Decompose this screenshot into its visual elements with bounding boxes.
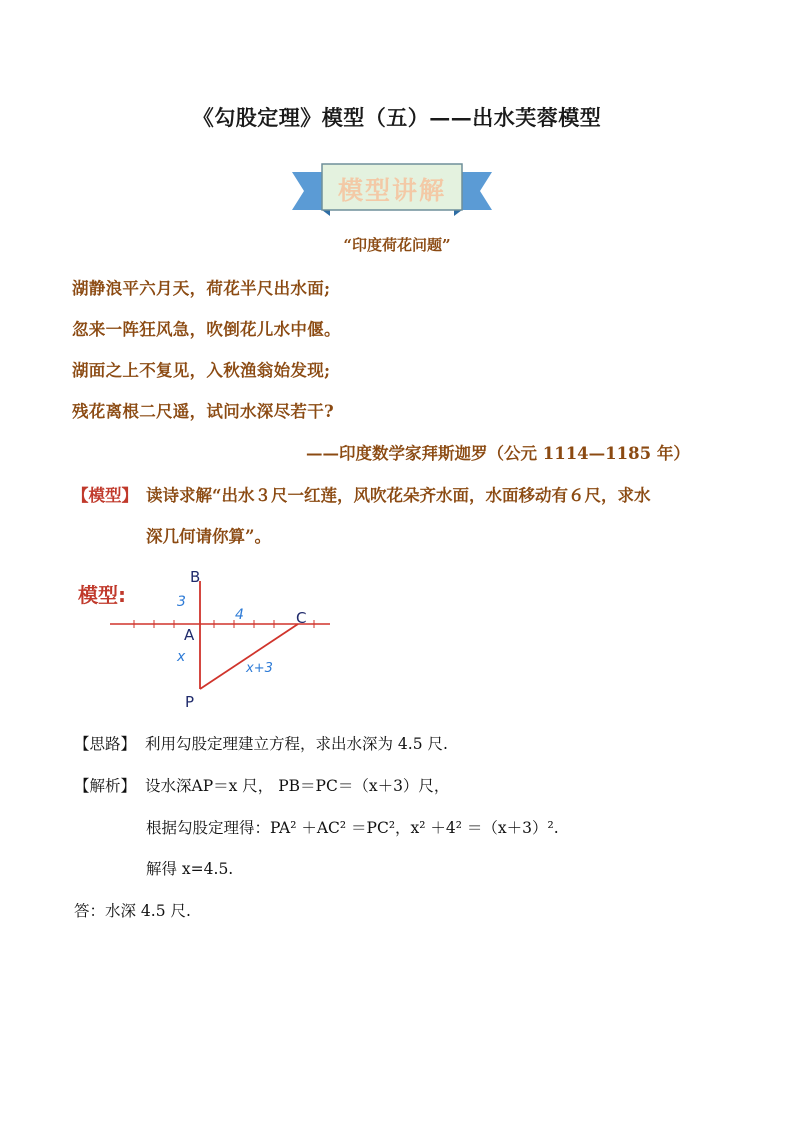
answer-text: 答：水深 4.5 尺. <box>74 902 191 920</box>
point-label-a: A <box>184 626 195 644</box>
length-ac-label: 4 <box>235 607 244 623</box>
poem-line: 湖面之上不复见，入秋渔翁始发现; <box>72 361 331 380</box>
model-label: 【模型】 <box>72 486 138 505</box>
lotus-model-diagram <box>74 565 334 715</box>
length-ap-label: x <box>177 649 186 665</box>
analysis-line3: 解得 x=4.5. <box>146 860 234 878</box>
model-text-line1: 读诗求解“出水３尺一红莲，风吹花朵齐水面，水面移动有６尺，求水 <box>146 486 651 505</box>
model-text-line2: 深几何请你算”。 <box>146 527 271 546</box>
point-label-b: B <box>190 568 201 586</box>
section-banner <box>292 160 492 216</box>
diagram-heading: 模型: <box>78 583 126 607</box>
poem-attribution: ——印度数学家拜斯迦罗（公元 1114—1185 年） <box>306 444 690 463</box>
analysis-line1: 设水深AP＝x 尺， PB＝PC＝（x＋3）尺， <box>145 777 450 795</box>
analysis-label: 【解析】 <box>74 777 137 795</box>
page-title: 《勾股定理》模型（五）——出水芙蓉模型 <box>192 105 602 130</box>
point-label-p: P <box>185 693 195 711</box>
poem-line: 残花离根二尺遥，试问水深尽若干? <box>72 402 334 421</box>
problem-subtitle: “印度荷花问题” <box>343 236 451 254</box>
point-label-c: C <box>296 609 307 627</box>
analysis-line2: 根据勾股定理得：PA² ＋AC² ＝PC²，x² ＋4² ＝（x＋3）². <box>146 819 559 837</box>
thinking-label: 【思路】 <box>74 735 137 753</box>
thinking-text: 利用勾股定理建立方程，求出水深为 4.5 尺. <box>145 735 448 753</box>
banner-label: 模型讲解 <box>337 176 446 205</box>
length-ab-label: 3 <box>177 594 186 610</box>
length-pc-label: x+3 <box>246 661 273 676</box>
poem-line: 忽来一阵狂风急，吹倒花儿水中偃。 <box>72 320 341 339</box>
poem-line: 湖静浪平六月天，荷花半尺出水面; <box>72 279 331 298</box>
